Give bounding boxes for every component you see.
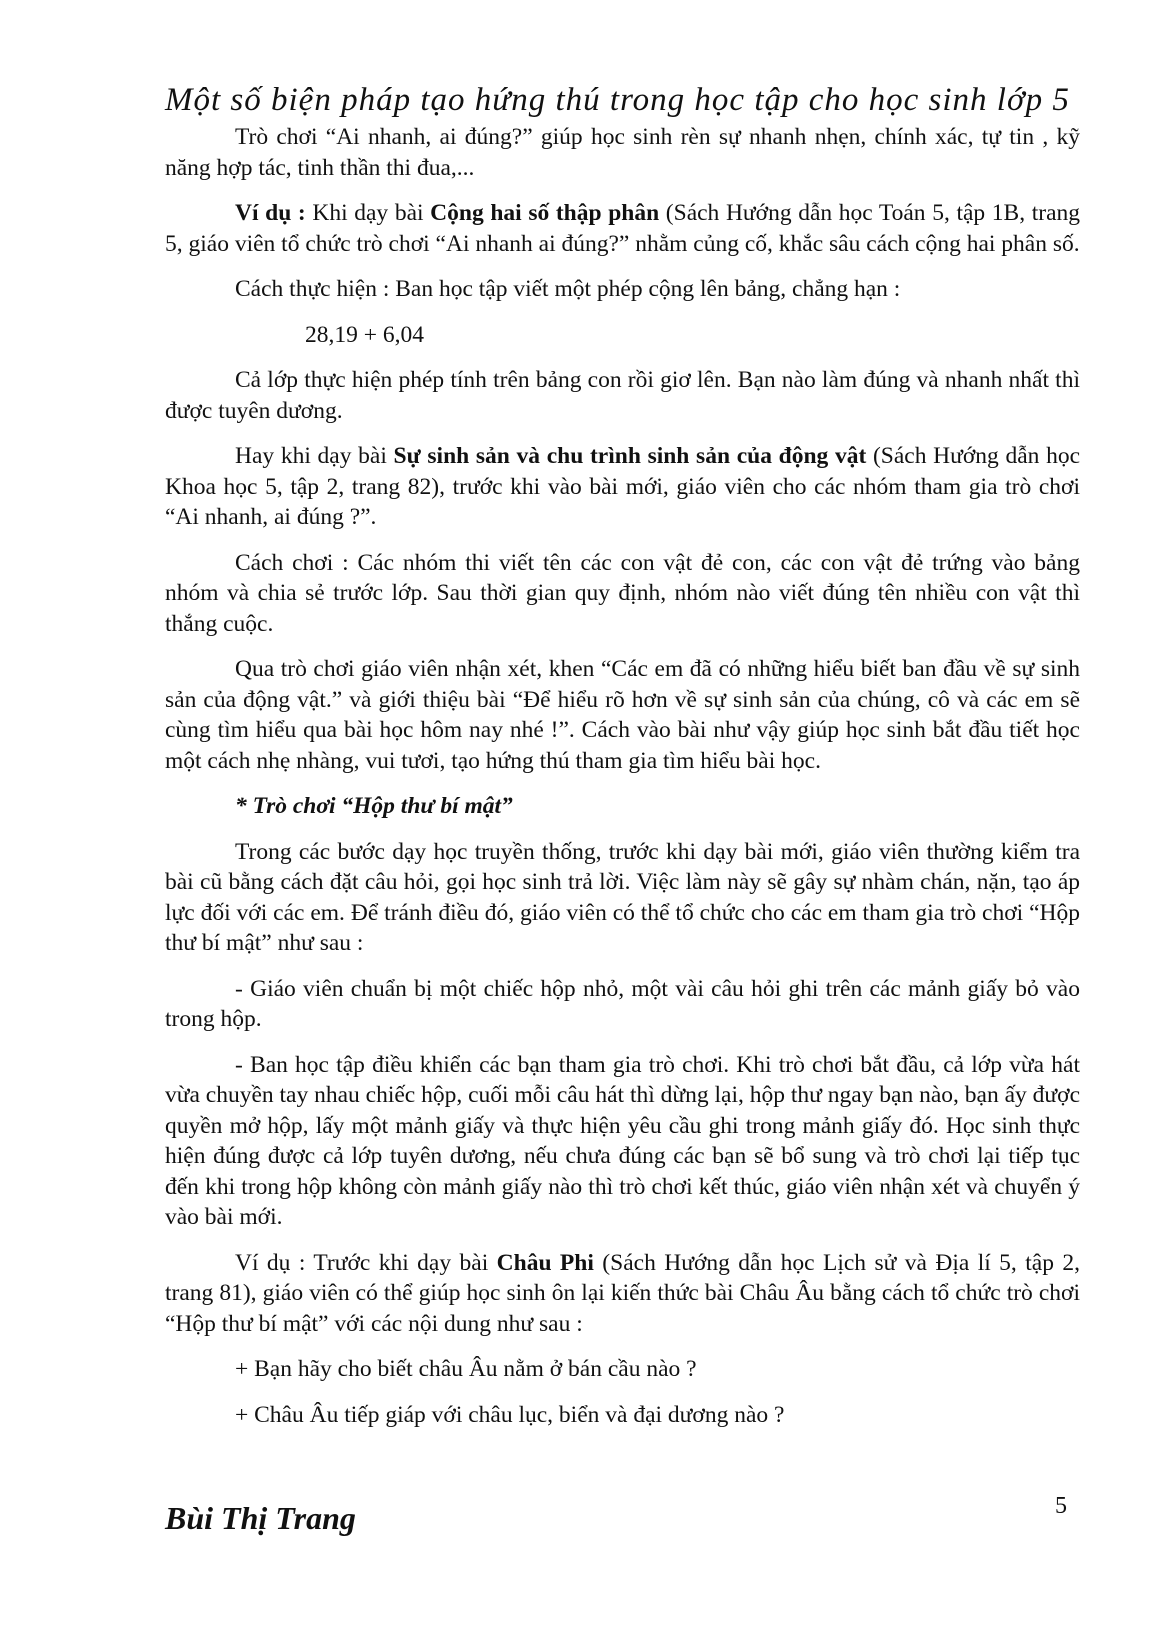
question-item: + Bạn hãy cho biết châu Âu nằm ở bán cầu nào ? — [235, 1356, 697, 1382]
paragraph: Qua trò chơi giáo viên nhận xét, khen “Các em đã có những hiểu biết ban đầu về sự sinh sản của động vật.” và giới thiệu bài “Để hiểu rõ hơn về sự sinh sản của chúng, cô và các em sẽ cùng tìm hiểu qua bài học hôm nay nhé !”. Cách vào bài như vậy giúp học sinh bắt đầu tiết học một cách nhẹ nhàng, vui tươi, tạo hứng thú tham gia tìm hiểu bài học. — [165, 656, 1080, 774]
paragraph: Trò chơi “Ai nhanh, ai đúng?” giúp học sinh rèn sự nhanh nhẹn, chính xác, tự tin , kỹ năng hợp tác, tinh thần thi đua,... — [165, 124, 1080, 181]
paragraph: - Ban học tập điều khiển các bạn tham gia trò chơi. Khi trò chơi bắt đầu, cả lớp vừa hát vừa chuyền tay nhau chiếc hộp, cuối mỗi câu hát thì dừng lại, hộp thư ngay bạn nào, bạn ấy được quyền mở hộp, lấy một mảnh giấy và thực hiện yêu cầu ghi trong mảnh giấy đó. Học sinh thực hiện đúng được cả lớp tuyên dương, nếu chưa đúng các bạn sẽ bổ sung và trò chơi lại tiếp tục đến khi trong hộp không còn mảnh giấy nào thì trò chơi kết thúc, giáo viên nhận xét và chuyển ý vào bài mới. — [165, 1051, 1080, 1230]
paragraph-example-3 — [165, 1248, 1080, 1340]
text-span: Ví dụ : Trước khi dạy bài — [235, 1249, 497, 1276]
page-number: 5 — [1055, 1493, 1067, 1519]
text-span: Khi dạy bài — [305, 200, 431, 226]
section-heading: * Trò chơi “Hộp thư bí mật” — [235, 793, 513, 819]
lesson-title: Châu Phi — [496, 1249, 594, 1276]
text-span: (Sách Hướng dẫn học Khoa học 5, tập 2, trang 82), trước khi vào bài mới, giáo viên cho các nhóm tham gia trò chơi “Ai nhanh, ai đúng ?”. — [165, 443, 1080, 530]
paragraph: - Giáo viên chuẩn bị một chiếc hộp nhỏ, một vài câu hỏi ghi trên các mảnh giấy bỏ vào trong hộp. — [165, 975, 1080, 1032]
page-header-title: Một số biện pháp tạo hứng thú trong học tập cho học sinh lớp 5 — [165, 82, 1070, 118]
math-expression: 28,19 + 6,04 — [305, 321, 425, 348]
paragraph-example-1 — [165, 198, 1080, 259]
text-span: Hay khi dạy bài — [235, 443, 394, 469]
text-span: (Sách Hướng dẫn học Lịch sử và Địa lí 5, tập 2, trang 81), giáo viên có thể giúp học sinh ôn lại kiến thức bài Châu Âu bằng cách tổ chức trò chơi “Hộp thư bí mật” với các nội dung như sau : — [165, 1249, 1080, 1337]
example-label: Ví dụ : — [235, 200, 306, 226]
paragraph: Cách thực hiện : Ban học tập viết một phép cộng lên bảng, chẳng hạn : — [235, 276, 901, 302]
paragraph: Cả lớp thực hiện phép tính trên bảng con rồi giơ lên. Bạn nào làm đúng và nhanh nhất thì được tuyên dương. — [165, 367, 1080, 424]
text-span: (Sách Hướng dẫn học Toán 5, tập 1B, trang 5, giáo viên tổ chức trò chơi “Ai nhanh ai đúng?” nhằm củng cố, khắc sâu cách cộng hai phân số. — [165, 200, 1081, 257]
lesson-title: Sự sinh sản và chu trình sinh sản của động vật — [393, 443, 867, 469]
footer-author: Bùi Thị Trang — [165, 1500, 356, 1536]
paragraph: Cách chơi : Các nhóm thi viết tên các con vật đẻ con, các con vật đẻ trứng vào bảng nhóm và chia sẻ trước lớp. Sau thời gian quy định, nhóm nào viết đúng tên nhiều con vật thì thắng cuộc. — [165, 549, 1080, 637]
paragraph-example-2 — [165, 441, 1080, 533]
question-item: + Châu Âu tiếp giáp với châu lục, biển và đại dương nào ? — [235, 1401, 785, 1428]
document-body — [165, 122, 1080, 1445]
paragraph: Trong các bước dạy học truyền thống, trước khi dạy bài mới, giáo viên thường kiểm tra bài cũ bằng cách đặt câu hỏi, gọi học sinh trả lời. Việc làm này sẽ gây sự nhàm chán, nặn, tạo áp lực đối với các em. Để tránh điều đó, giáo viên có thể tổ chức cho các em tham gia trò chơi “Hộp thư bí mật” như sau : — [165, 838, 1080, 956]
lesson-title: Cộng hai số thập phân — [430, 200, 660, 226]
